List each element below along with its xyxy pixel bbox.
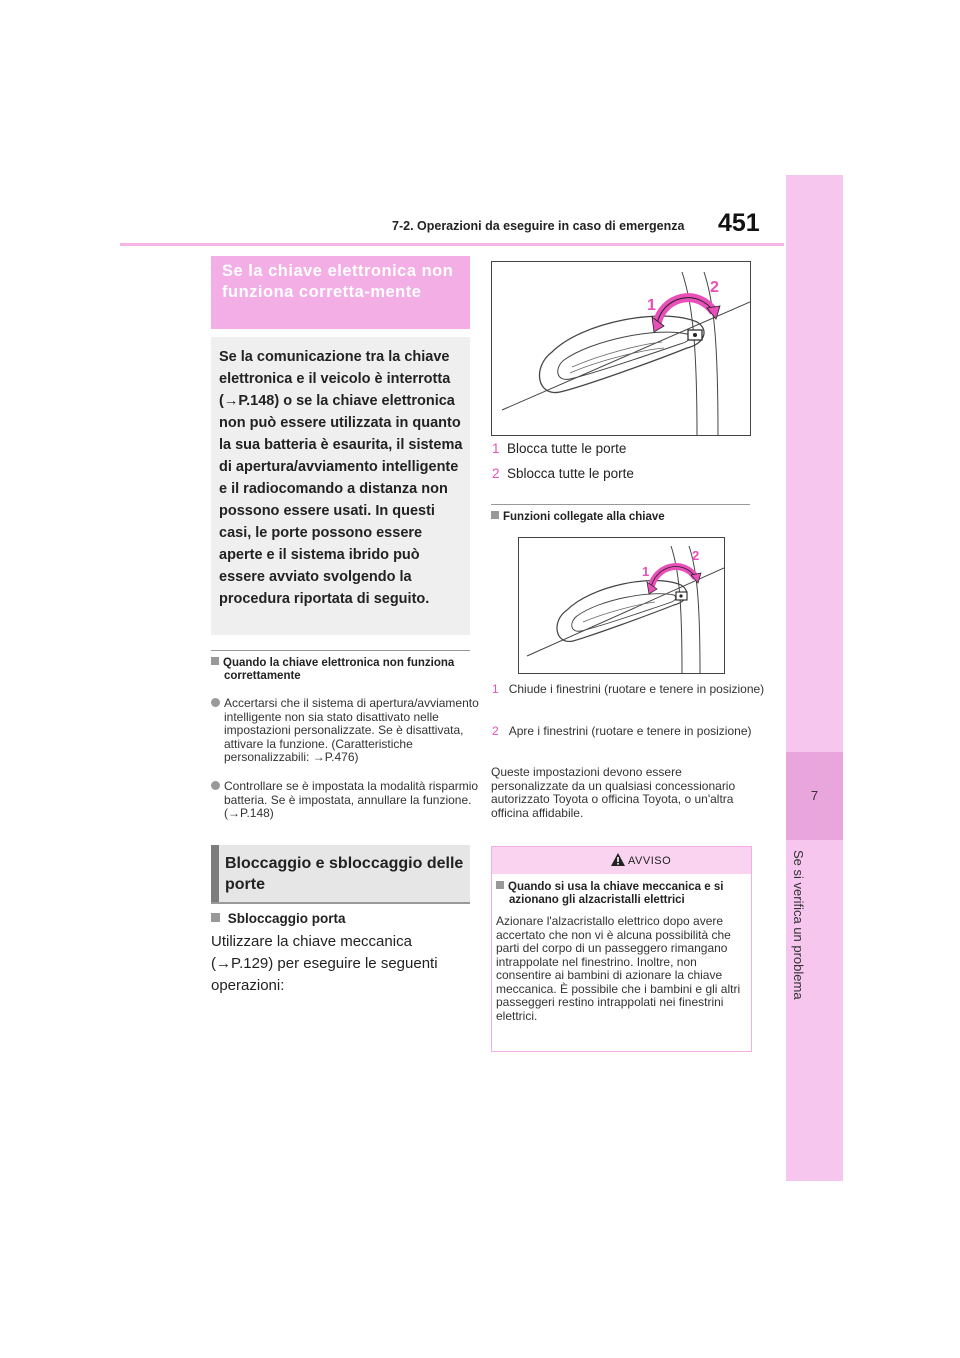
divider (211, 650, 470, 651)
figure-label: 1 (647, 297, 656, 314)
sub-heading-text: Sbloccaggio porta (227, 911, 346, 926)
door-handle-illustration (519, 538, 724, 673)
side-tab-label-text: Se si verifica un problema (791, 850, 806, 1000)
door-handle-illustration (492, 262, 750, 435)
door-handle-figure (518, 537, 725, 674)
bullet-text: Controllare se è impostata la modalità risparmio batteria. Se è impostata, annullare la funzione. (→P.148) (224, 779, 479, 820)
body-text: Utilizzare la chiave meccanica (→P.129) per eseguire le seguenti operazioni: (211, 933, 438, 994)
bullet-item (211, 697, 482, 765)
warning-text: Azionare l'alzacristallo elettrico dopo avere accertato che non vi è alcuna possibilità che parti del corpo di un passeggero rimangano intrappolate nel finestrino. Inoltre, non consentire ai bambini di azionare la chiave meccanica. È possibile che i bambini e gli altri passeggeri restino intrappolati nei finestrini elettrici. (496, 914, 741, 1023)
step-number: 1 (492, 682, 499, 696)
section-title: Bloccaggio e sbloccaggio delle porte (225, 855, 464, 893)
warning-heading-text: Quando si usa la chiave meccanica e si azionano gli alzacristalli elettrici (508, 881, 724, 906)
step-item (492, 441, 626, 456)
warning-triangle-icon (610, 852, 626, 867)
step-number: 2 (492, 466, 500, 481)
warning-body (496, 881, 744, 1023)
bullet-item (211, 780, 482, 821)
square-bullet-icon (496, 881, 504, 889)
section-title: Se la chiave elettronica non funziona corretta-mente (222, 262, 454, 301)
warning-label: AVVISO (628, 855, 672, 867)
step-item (492, 678, 768, 700)
step-number: 2 (492, 724, 499, 738)
note-heading (491, 511, 665, 524)
round-bullet-icon (211, 781, 220, 790)
warning-heading (496, 881, 744, 907)
side-tab-label (791, 850, 830, 1170)
sub-heading (211, 911, 346, 926)
round-bullet-icon (211, 698, 220, 707)
step-item (492, 466, 634, 481)
page-number: 451 (718, 209, 760, 237)
bullet-text: Accertarsi che il sistema di apertura/avviamento intelligente non sia stato disattivato nelle impostazioni personalizzate. Se è disattivata, attivare la funzione. (Caratteristiche personalizzabili: →P.476) (224, 696, 479, 764)
warning-header (492, 847, 751, 874)
door-handle-figure (491, 261, 751, 436)
step-text: Apre i finestrini (ruotare e tenere in posizione) (508, 724, 752, 738)
square-bullet-icon (211, 657, 219, 665)
figure-label: 2 (692, 548, 700, 563)
note-heading (211, 657, 482, 683)
figure-label: 2 (710, 279, 719, 296)
note-heading-text: Quando la chiave elettronica non funziona correttamente (223, 657, 455, 682)
intro-text: Se la comunicazione tra la chiave elettronica e il veicolo è interrotta (→P.148) o se la chiave elettronica non può essere utilizzata in quanto la sua batteria è esaurita, il sistema di apertura/avviamento intelligente e il radiocomando a distanza non possono essere usati. In questi casi, le porte possono essere aperte e il sistema ibrido può essere avviato svolgendo la procedura riportata di seguito. (219, 349, 463, 607)
step-number: 1 (492, 441, 500, 456)
square-bullet-icon (491, 511, 499, 519)
step-text: Chiude i finestrini (ruotare e tenere in posizione) (508, 682, 765, 696)
header-divider (120, 243, 784, 246)
square-bullet-icon (211, 913, 220, 922)
step-text: Blocca tutte le porte (507, 441, 627, 456)
section-title-box (211, 845, 470, 904)
warning-box (491, 846, 752, 1052)
section-title-box (211, 256, 470, 329)
figure-label: 1 (642, 564, 650, 579)
step-item (492, 720, 768, 742)
step-text: Sblocca tutte le porte (507, 466, 634, 481)
body-text: Queste impostazioni devono essere personalizzate da un qualsiasi concessionario autorizzato Toyota o officina Toyota, o un'altra officina affidabile. (491, 765, 736, 820)
chapter-title: 7-2. Operazioni da eseguire in caso di emergenza (392, 219, 685, 233)
divider (491, 504, 750, 505)
intro-box (211, 337, 470, 635)
note-heading-text: Funzioni collegate alla chiave (503, 511, 665, 523)
side-tab-chapter-number[interactable]: 7 (786, 752, 843, 840)
